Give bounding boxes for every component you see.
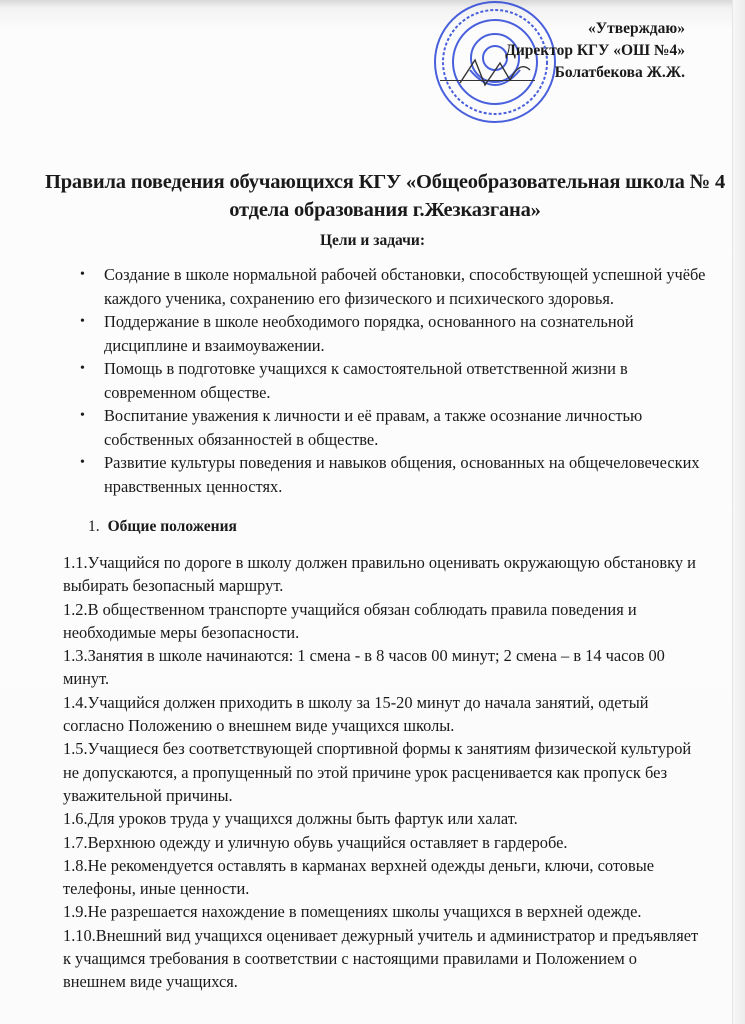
approval-block — [505, 18, 685, 84]
rules-list — [63, 551, 703, 994]
bullet-icon: • — [80, 455, 85, 470]
section-heading — [88, 518, 237, 536]
director-title: Директор КГУ «ОШ №4» — [505, 42, 685, 59]
rule-item: 1.6.Для уроков труда у учащихся должны быть фартук или халат. — [63, 809, 518, 829]
document-title: Правила поведения обучающихся КГУ «Общеобразовательная школа № 4 отдела образования г.Жезказгана» — [44, 171, 726, 221]
goal-text: Развитие культуры поведения и навыков общения, основанных на общечеловеческих нравственных ценностях. — [104, 453, 700, 496]
goal-text: Поддержание в школе необходимого порядка, основанного на сознательной дисциплине и взаимоуважении. — [104, 312, 634, 355]
goal-text: Помощь в подготовке учащихся к самостоятельной ответственной жизни в современном обществе. — [104, 359, 628, 402]
bullet-icon: • — [80, 267, 85, 282]
goal-item — [80, 404, 720, 451]
section-title: Общие положения — [107, 518, 237, 535]
goals-list — [80, 263, 720, 498]
goals-heading: Цели и задачи: — [319, 232, 426, 249]
goal-item — [80, 310, 720, 357]
rule-item: 1.10.Внешний вид учащихся оценивает дежурный учитель и администратор и предъявляет к учащимся требования в соответствии с настоящими правилами и Положением о внешнем виде учащихся. — [63, 925, 699, 992]
rule-item: 1.9.Не разрешается нахождение в помещениях школы учащихся в верхней одежде. — [63, 902, 642, 922]
director-name: Болатбекова Ж.Ж. — [554, 64, 685, 81]
rule-item: 1.7.Верхнюю одежду и уличную обувь учащийся оставляет в гардеробе. — [63, 832, 568, 852]
bullet-icon: • — [80, 408, 85, 423]
page-edge-shadow — [732, 0, 745, 1024]
rule-item: 1.1.Учащийся по дороге в школу должен правильно оценивать окружающую обстановку и выбирать безопасный маршрут. — [63, 553, 696, 596]
goal-text: Воспитание уважения к личности и её правам, а также осознание личностью собственных обязанностей в обществе. — [104, 406, 643, 449]
section-number: 1. — [88, 518, 100, 535]
rule-item: 1.8.Не рекомендуется оставлять в карманах верхней одежды деньги, ключи, сотовые телефоны, иные ценности. — [63, 855, 654, 899]
rule-item: 1.5.Учащиеся без соответствующей спортивной формы к занятиям физической культурой не допускаются, а пропущенный по этой причине урок расценивается как пропуск без уважительной причины. — [63, 739, 692, 805]
bullet-icon: • — [80, 314, 85, 329]
rule-item: 1.2.В общественном транспорте учащийся обязан соблюдать правила поведения и необходимые меры безопасности. — [63, 599, 637, 642]
approval-label: «Утверждаю» — [587, 20, 685, 37]
goal-text: Создание в школе нормальной рабочей обстановки, способствующей успешной учёбе каждого ученика, сохранению его физического и психического здоровья. — [104, 265, 706, 308]
goal-item — [80, 263, 720, 310]
goal-item — [80, 451, 720, 498]
goal-item — [80, 357, 720, 404]
rule-item: 1.4.Учащийся должен приходить в школу за 15-20 минут до начала занятий, одетый согласно Положению о внешнем виде учащихся школы. — [63, 692, 649, 736]
rule-item: 1.3.Занятия в школе начинаются: 1 смена - в 8 часов 00 минут; 2 смена – в 14 часов 00 минут. — [63, 646, 665, 689]
bullet-icon: • — [80, 361, 85, 376]
